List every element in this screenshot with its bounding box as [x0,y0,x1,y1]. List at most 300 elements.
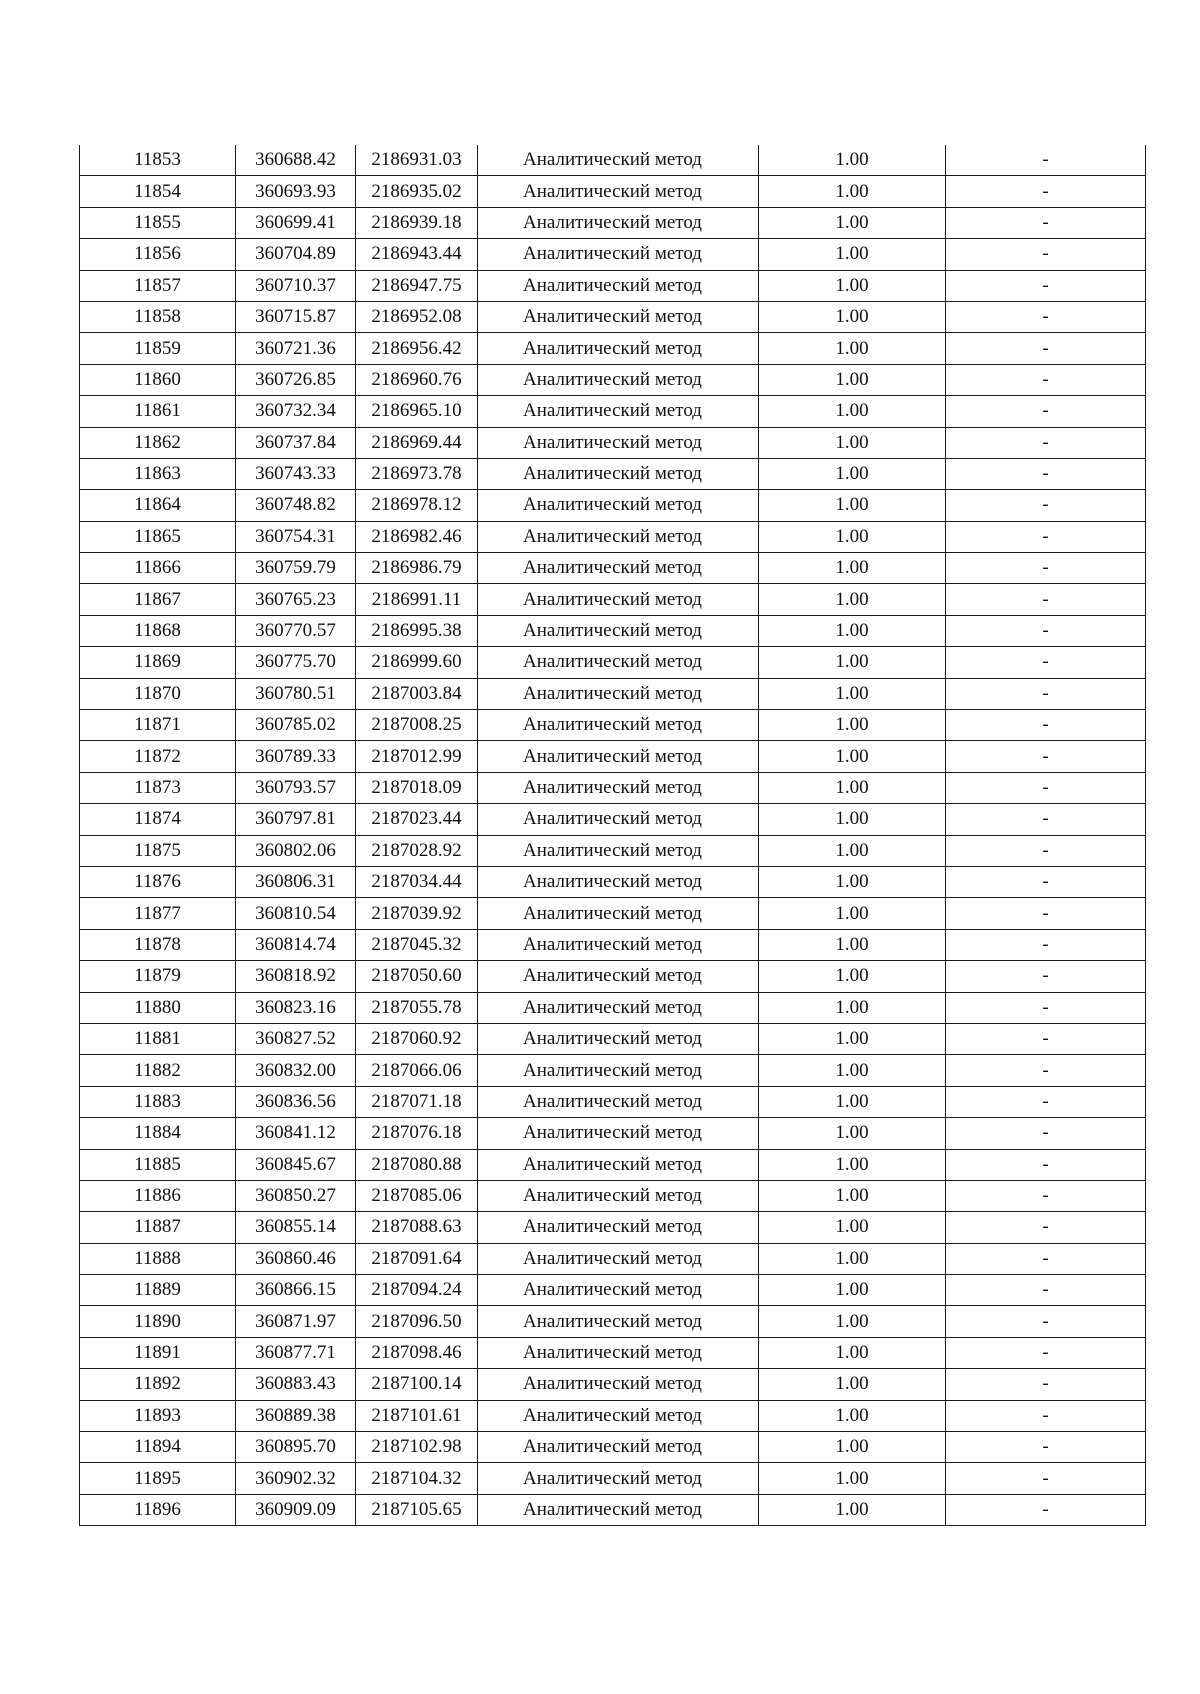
point-number-cell: 11855 [80,207,236,238]
method-cell: Аналитический метод [478,866,759,897]
accuracy-cell: 1.00 [759,1055,946,1086]
x-coordinate-cell: 360802.06 [236,835,356,866]
y-coordinate-cell: 2187085.06 [356,1180,478,1211]
point-number-cell: 11893 [80,1400,236,1431]
accuracy-cell: 1.00 [759,615,946,646]
accuracy-cell: 1.00 [759,1118,946,1149]
point-number-cell: 11885 [80,1149,236,1180]
point-number-cell: 11884 [80,1118,236,1149]
y-coordinate-cell: 2187105.65 [356,1494,478,1525]
table-row [80,1306,1146,1337]
table-row [80,1055,1146,1086]
y-coordinate-cell: 2187039.92 [356,898,478,929]
method-cell: Аналитический метод [478,804,759,835]
x-coordinate-cell: 360810.54 [236,898,356,929]
point-number-cell: 11866 [80,553,236,584]
table-row [80,396,1146,427]
method-cell: Аналитический метод [478,992,759,1023]
point-number-cell: 11887 [80,1212,236,1243]
x-coordinate-cell: 360845.67 [236,1149,356,1180]
table-row [80,333,1146,364]
table-row [80,1494,1146,1525]
table-row [80,710,1146,741]
method-cell: Аналитический метод [478,1118,759,1149]
method-cell: Аналитический метод [478,427,759,458]
method-cell: Аналитический метод [478,364,759,395]
point-number-cell: 11888 [80,1243,236,1274]
table-row [80,1149,1146,1180]
point-number-cell: 11872 [80,741,236,772]
point-number-cell: 11890 [80,1306,236,1337]
point-number-cell: 11896 [80,1494,236,1525]
note-cell: - [946,1149,1146,1180]
table-row [80,145,1146,176]
table-row [80,866,1146,897]
x-coordinate-cell: 360827.52 [236,1023,356,1054]
y-coordinate-cell: 2187076.18 [356,1118,478,1149]
x-coordinate-cell: 360715.87 [236,301,356,332]
y-coordinate-cell: 2186965.10 [356,396,478,427]
point-number-cell: 11865 [80,521,236,552]
table-row [80,176,1146,207]
method-cell: Аналитический метод [478,1180,759,1211]
point-number-cell: 11859 [80,333,236,364]
x-coordinate-cell: 360726.85 [236,364,356,395]
point-number-cell: 11867 [80,584,236,615]
point-number-cell: 11879 [80,961,236,992]
method-cell: Аналитический метод [478,490,759,521]
table-row [80,835,1146,866]
method-cell: Аналитический метод [478,1055,759,1086]
note-cell: - [946,1494,1146,1525]
accuracy-cell: 1.00 [759,992,946,1023]
accuracy-cell: 1.00 [759,898,946,929]
method-cell: Аналитический метод [478,647,759,678]
y-coordinate-cell: 2186978.12 [356,490,478,521]
y-coordinate-cell: 2186943.44 [356,239,478,270]
y-coordinate-cell: 2186991.11 [356,584,478,615]
y-coordinate-cell: 2186986.79 [356,553,478,584]
table-row [80,207,1146,238]
accuracy-cell: 1.00 [759,1432,946,1463]
y-coordinate-cell: 2187028.92 [356,835,478,866]
table-row [80,1243,1146,1274]
table-row [80,239,1146,270]
accuracy-cell: 1.00 [759,710,946,741]
point-number-cell: 11886 [80,1180,236,1211]
x-coordinate-cell: 360902.32 [236,1463,356,1494]
accuracy-cell: 1.00 [759,1400,946,1431]
y-coordinate-cell: 2187023.44 [356,804,478,835]
table-row [80,678,1146,709]
accuracy-cell: 1.00 [759,647,946,678]
accuracy-cell: 1.00 [759,835,946,866]
x-coordinate-cell: 360785.02 [236,710,356,741]
point-number-cell: 11856 [80,239,236,270]
note-cell: - [946,615,1146,646]
x-coordinate-cell: 360765.23 [236,584,356,615]
method-cell: Аналитический метод [478,1494,759,1525]
note-cell: - [946,270,1146,301]
point-number-cell: 11876 [80,866,236,897]
note-cell: - [946,1463,1146,1494]
x-coordinate-cell: 360789.33 [236,741,356,772]
y-coordinate-cell: 2186956.42 [356,333,478,364]
y-coordinate-cell: 2187104.32 [356,1463,478,1494]
table-row [80,898,1146,929]
coordinates-table-body [80,145,1146,1526]
table-row [80,647,1146,678]
note-cell: - [946,145,1146,176]
table-row [80,772,1146,803]
note-cell: - [946,1400,1146,1431]
x-coordinate-cell: 360814.74 [236,929,356,960]
method-cell: Аналитический метод [478,1275,759,1306]
accuracy-cell: 1.00 [759,553,946,584]
y-coordinate-cell: 2187091.64 [356,1243,478,1274]
y-coordinate-cell: 2187071.18 [356,1086,478,1117]
y-coordinate-cell: 2187096.50 [356,1306,478,1337]
accuracy-cell: 1.00 [759,239,946,270]
y-coordinate-cell: 2186960.76 [356,364,478,395]
x-coordinate-cell: 360877.71 [236,1337,356,1368]
note-cell: - [946,427,1146,458]
note-cell: - [946,458,1146,489]
point-number-cell: 11868 [80,615,236,646]
method-cell: Аналитический метод [478,396,759,427]
table-row [80,1275,1146,1306]
y-coordinate-cell: 2187101.61 [356,1400,478,1431]
x-coordinate-cell: 360823.16 [236,992,356,1023]
x-coordinate-cell: 360743.33 [236,458,356,489]
x-coordinate-cell: 360797.81 [236,804,356,835]
x-coordinate-cell: 360889.38 [236,1400,356,1431]
y-coordinate-cell: 2187003.84 [356,678,478,709]
note-cell: - [946,772,1146,803]
note-cell: - [946,521,1146,552]
accuracy-cell: 1.00 [759,1243,946,1274]
y-coordinate-cell: 2187018.09 [356,772,478,803]
x-coordinate-cell: 360841.12 [236,1118,356,1149]
method-cell: Аналитический метод [478,1432,759,1463]
table-row [80,521,1146,552]
accuracy-cell: 1.00 [759,490,946,521]
point-number-cell: 11853 [80,145,236,176]
y-coordinate-cell: 2186995.38 [356,615,478,646]
x-coordinate-cell: 360836.56 [236,1086,356,1117]
method-cell: Аналитический метод [478,710,759,741]
note-cell: - [946,1212,1146,1243]
note-cell: - [946,239,1146,270]
table-row [80,301,1146,332]
table-row [80,490,1146,521]
method-cell: Аналитический метод [478,1243,759,1274]
accuracy-cell: 1.00 [759,427,946,458]
method-cell: Аналитический метод [478,239,759,270]
note-cell: - [946,1275,1146,1306]
y-coordinate-cell: 2187012.99 [356,741,478,772]
accuracy-cell: 1.00 [759,1275,946,1306]
point-number-cell: 11871 [80,710,236,741]
y-coordinate-cell: 2187080.88 [356,1149,478,1180]
table-row [80,1212,1146,1243]
accuracy-cell: 1.00 [759,176,946,207]
note-cell: - [946,647,1146,678]
table-row [80,804,1146,835]
note-cell: - [946,961,1146,992]
method-cell: Аналитический метод [478,1306,759,1337]
table-row [80,929,1146,960]
point-number-cell: 11877 [80,898,236,929]
accuracy-cell: 1.00 [759,1023,946,1054]
point-number-cell: 11873 [80,772,236,803]
method-cell: Аналитический метод [478,898,759,929]
y-coordinate-cell: 2187034.44 [356,866,478,897]
accuracy-cell: 1.00 [759,929,946,960]
y-coordinate-cell: 2187098.46 [356,1337,478,1368]
x-coordinate-cell: 360748.82 [236,490,356,521]
y-coordinate-cell: 2187045.32 [356,929,478,960]
x-coordinate-cell: 360732.34 [236,396,356,427]
note-cell: - [946,1086,1146,1117]
note-cell: - [946,333,1146,364]
accuracy-cell: 1.00 [759,1212,946,1243]
note-cell: - [946,176,1146,207]
x-coordinate-cell: 360871.97 [236,1306,356,1337]
note-cell: - [946,1180,1146,1211]
accuracy-cell: 1.00 [759,396,946,427]
y-coordinate-cell: 2186999.60 [356,647,478,678]
coordinates-table [79,145,1146,1526]
point-number-cell: 11864 [80,490,236,521]
note-cell: - [946,584,1146,615]
x-coordinate-cell: 360770.57 [236,615,356,646]
method-cell: Аналитический метод [478,584,759,615]
y-coordinate-cell: 2186947.75 [356,270,478,301]
note-cell: - [946,1432,1146,1463]
method-cell: Аналитический метод [478,1463,759,1494]
x-coordinate-cell: 360704.89 [236,239,356,270]
point-number-cell: 11858 [80,301,236,332]
accuracy-cell: 1.00 [759,333,946,364]
table-row [80,427,1146,458]
table-row [80,1432,1146,1463]
method-cell: Аналитический метод [478,458,759,489]
note-cell: - [946,553,1146,584]
x-coordinate-cell: 360909.09 [236,1494,356,1525]
accuracy-cell: 1.00 [759,145,946,176]
method-cell: Аналитический метод [478,1086,759,1117]
y-coordinate-cell: 2187094.24 [356,1275,478,1306]
y-coordinate-cell: 2186952.08 [356,301,478,332]
point-number-cell: 11894 [80,1432,236,1463]
point-number-cell: 11860 [80,364,236,395]
y-coordinate-cell: 2187055.78 [356,992,478,1023]
accuracy-cell: 1.00 [759,1337,946,1368]
point-number-cell: 11861 [80,396,236,427]
method-cell: Аналитический метод [478,176,759,207]
y-coordinate-cell: 2187008.25 [356,710,478,741]
accuracy-cell: 1.00 [759,521,946,552]
accuracy-cell: 1.00 [759,207,946,238]
point-number-cell: 11854 [80,176,236,207]
x-coordinate-cell: 360737.84 [236,427,356,458]
method-cell: Аналитический метод [478,1149,759,1180]
x-coordinate-cell: 360710.37 [236,270,356,301]
accuracy-cell: 1.00 [759,1494,946,1525]
note-cell: - [946,710,1146,741]
y-coordinate-cell: 2186939.18 [356,207,478,238]
y-coordinate-cell: 2187066.06 [356,1055,478,1086]
y-coordinate-cell: 2187102.98 [356,1432,478,1463]
point-number-cell: 11883 [80,1086,236,1117]
note-cell: - [946,835,1146,866]
point-number-cell: 11863 [80,458,236,489]
y-coordinate-cell: 2186931.03 [356,145,478,176]
method-cell: Аналитический метод [478,301,759,332]
table-row [80,1337,1146,1368]
y-coordinate-cell: 2187100.14 [356,1369,478,1400]
accuracy-cell: 1.00 [759,961,946,992]
accuracy-cell: 1.00 [759,1306,946,1337]
accuracy-cell: 1.00 [759,301,946,332]
table-row [80,1180,1146,1211]
accuracy-cell: 1.00 [759,1463,946,1494]
table-row [80,961,1146,992]
method-cell: Аналитический метод [478,961,759,992]
method-cell: Аналитический метод [478,741,759,772]
table-row [80,615,1146,646]
note-cell: - [946,1369,1146,1400]
x-coordinate-cell: 360883.43 [236,1369,356,1400]
note-cell: - [946,1055,1146,1086]
method-cell: Аналитический метод [478,678,759,709]
note-cell: - [946,301,1146,332]
method-cell: Аналитический метод [478,772,759,803]
method-cell: Аналитический метод [478,145,759,176]
x-coordinate-cell: 360806.31 [236,866,356,897]
x-coordinate-cell: 360775.70 [236,647,356,678]
y-coordinate-cell: 2186969.44 [356,427,478,458]
method-cell: Аналитический метод [478,929,759,960]
accuracy-cell: 1.00 [759,804,946,835]
note-cell: - [946,992,1146,1023]
note-cell: - [946,898,1146,929]
y-coordinate-cell: 2186982.46 [356,521,478,552]
method-cell: Аналитический метод [478,615,759,646]
x-coordinate-cell: 360721.36 [236,333,356,364]
x-coordinate-cell: 360895.70 [236,1432,356,1463]
method-cell: Аналитический метод [478,1400,759,1431]
point-number-cell: 11862 [80,427,236,458]
accuracy-cell: 1.00 [759,1369,946,1400]
x-coordinate-cell: 360793.57 [236,772,356,803]
table-row [80,1463,1146,1494]
method-cell: Аналитический метод [478,333,759,364]
x-coordinate-cell: 360759.79 [236,553,356,584]
table-row [80,741,1146,772]
method-cell: Аналитический метод [478,207,759,238]
point-number-cell: 11870 [80,678,236,709]
table-row [80,1118,1146,1149]
table-row [80,992,1146,1023]
note-cell: - [946,1337,1146,1368]
point-number-cell: 11882 [80,1055,236,1086]
table-row [80,270,1146,301]
method-cell: Аналитический метод [478,270,759,301]
note-cell: - [946,396,1146,427]
method-cell: Аналитический метод [478,835,759,866]
note-cell: - [946,490,1146,521]
x-coordinate-cell: 360832.00 [236,1055,356,1086]
accuracy-cell: 1.00 [759,458,946,489]
x-coordinate-cell: 360699.41 [236,207,356,238]
note-cell: - [946,207,1146,238]
point-number-cell: 11869 [80,647,236,678]
note-cell: - [946,741,1146,772]
table-row [80,584,1146,615]
accuracy-cell: 1.00 [759,1180,946,1211]
point-number-cell: 11895 [80,1463,236,1494]
x-coordinate-cell: 360818.92 [236,961,356,992]
accuracy-cell: 1.00 [759,678,946,709]
point-number-cell: 11891 [80,1337,236,1368]
accuracy-cell: 1.00 [759,1149,946,1180]
note-cell: - [946,1023,1146,1054]
point-number-cell: 11880 [80,992,236,1023]
method-cell: Аналитический метод [478,1369,759,1400]
note-cell: - [946,1243,1146,1274]
point-number-cell: 11857 [80,270,236,301]
method-cell: Аналитический метод [478,521,759,552]
method-cell: Аналитический метод [478,1212,759,1243]
note-cell: - [946,1306,1146,1337]
note-cell: - [946,804,1146,835]
point-number-cell: 11875 [80,835,236,866]
note-cell: - [946,364,1146,395]
y-coordinate-cell: 2187088.63 [356,1212,478,1243]
accuracy-cell: 1.00 [759,772,946,803]
x-coordinate-cell: 360780.51 [236,678,356,709]
x-coordinate-cell: 360693.93 [236,176,356,207]
x-coordinate-cell: 360855.14 [236,1212,356,1243]
table-row [80,1086,1146,1117]
table-row [80,1369,1146,1400]
note-cell: - [946,929,1146,960]
x-coordinate-cell: 360688.42 [236,145,356,176]
table-row [80,458,1146,489]
y-coordinate-cell: 2186973.78 [356,458,478,489]
x-coordinate-cell: 360860.46 [236,1243,356,1274]
accuracy-cell: 1.00 [759,1086,946,1117]
point-number-cell: 11874 [80,804,236,835]
method-cell: Аналитический метод [478,1337,759,1368]
accuracy-cell: 1.00 [759,270,946,301]
accuracy-cell: 1.00 [759,584,946,615]
accuracy-cell: 1.00 [759,866,946,897]
point-number-cell: 11892 [80,1369,236,1400]
note-cell: - [946,678,1146,709]
point-number-cell: 11889 [80,1275,236,1306]
accuracy-cell: 1.00 [759,364,946,395]
method-cell: Аналитический метод [478,1023,759,1054]
accuracy-cell: 1.00 [759,741,946,772]
y-coordinate-cell: 2186935.02 [356,176,478,207]
x-coordinate-cell: 360850.27 [236,1180,356,1211]
y-coordinate-cell: 2187050.60 [356,961,478,992]
point-number-cell: 11881 [80,1023,236,1054]
method-cell: Аналитический метод [478,553,759,584]
